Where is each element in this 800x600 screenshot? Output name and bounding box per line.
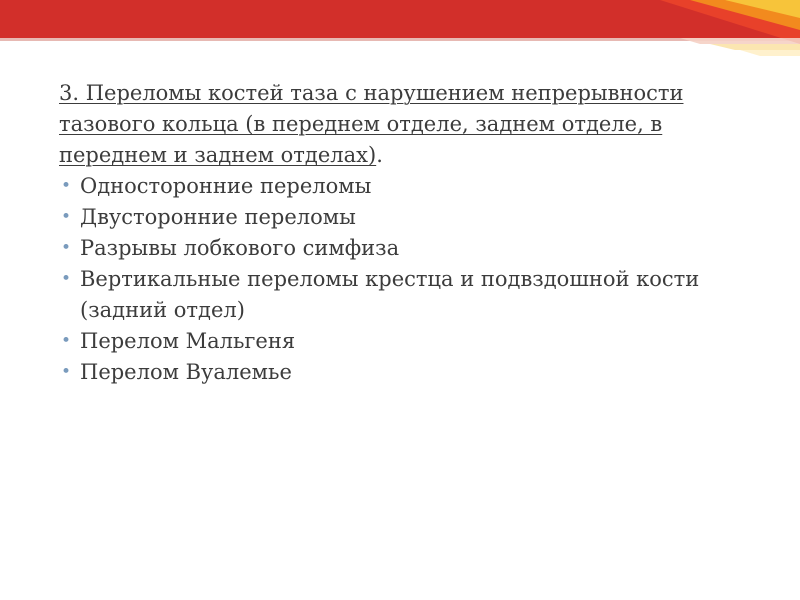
slide-heading — [59, 78, 749, 171]
list-item-text: Перелом Мальгеня — [80, 329, 296, 353]
list-item-text: Вертикальные переломы крестца и подвздошной кости (задний отдел) — [80, 267, 700, 322]
list-item-text: Односторонние переломы — [80, 174, 372, 198]
bullet-icon: • — [61, 207, 72, 227]
bullet-icon: • — [61, 238, 72, 258]
list-item — [59, 357, 749, 388]
list-item — [59, 171, 749, 202]
list-item — [59, 326, 749, 357]
list-item — [59, 233, 749, 264]
bullet-icon: • — [61, 331, 72, 351]
list-item-text: Разрывы лобкового симфиза — [80, 236, 400, 260]
corner-stripes-decoration — [640, 0, 800, 60]
bullet-icon: • — [61, 362, 72, 382]
bullet-list — [59, 171, 749, 388]
heading-period: . — [376, 143, 383, 167]
list-item-text: Перелом Вуалемье — [80, 360, 292, 384]
bullet-icon: • — [61, 269, 72, 289]
list-item — [59, 202, 749, 233]
slide-content — [59, 78, 749, 388]
bullet-icon: • — [61, 176, 72, 196]
heading-underlined-text: 3. Переломы костей таза с нарушением непрерывности тазового кольца (в переднем отделе, заднем отделе, в переднем и заднем отделах) — [59, 81, 684, 167]
list-item-text: Двусторонние переломы — [80, 205, 356, 229]
list-item — [59, 264, 749, 326]
